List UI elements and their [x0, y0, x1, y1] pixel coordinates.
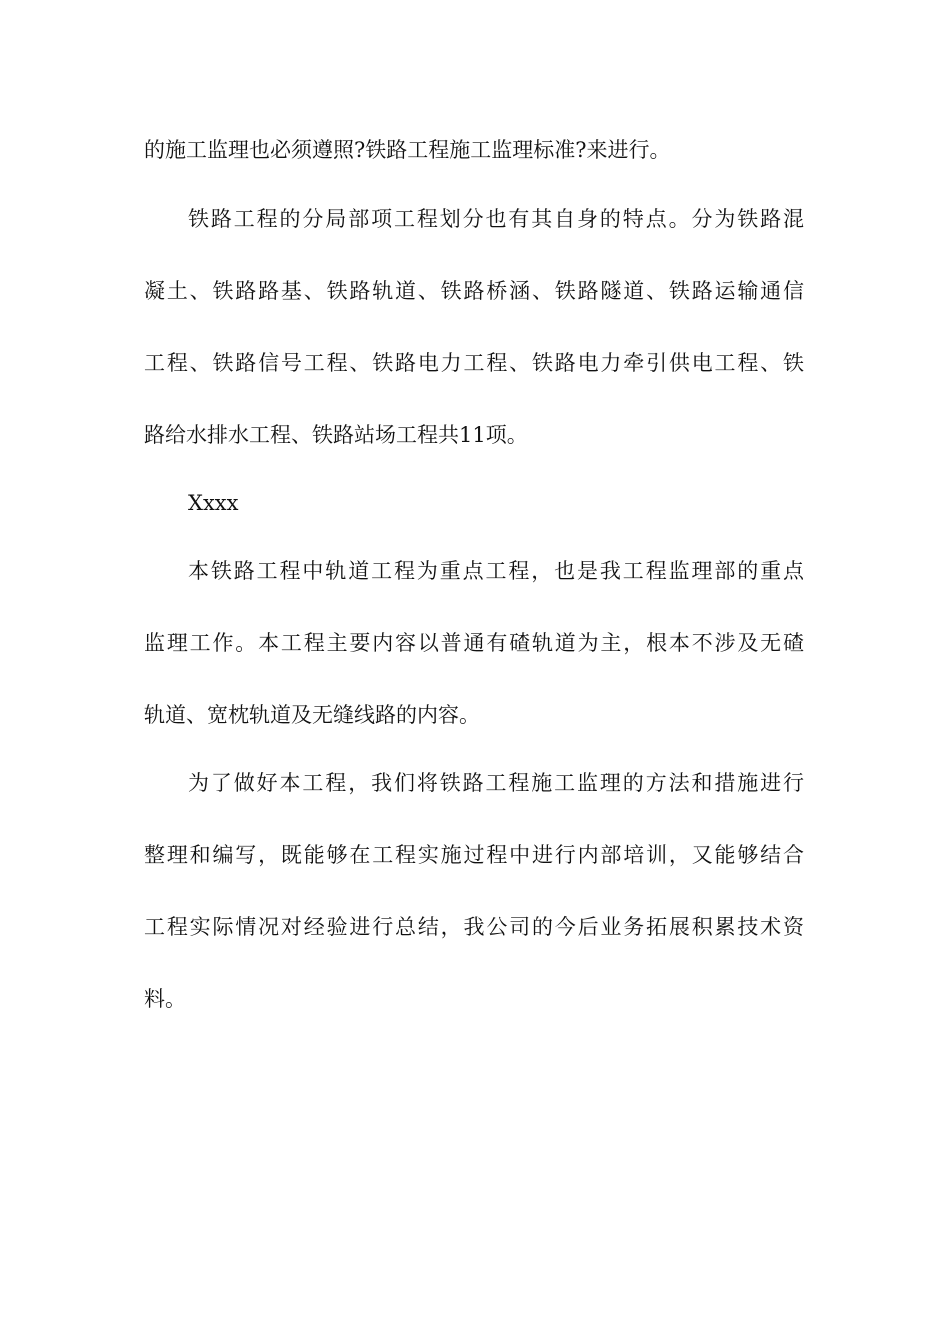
paragraph-line: 监理工作。本工程主要内容以普通有碴轨道为主，根本不涉及无碴 — [144, 631, 804, 655]
paragraph-line: 铁路工程的分局部项工程划分也有其自身的特点。分为铁路混 — [188, 207, 804, 231]
paragraph-line: 为了做好本工程，我们将铁路工程施工监理的方法和措施进行 — [188, 771, 804, 795]
paragraph-line: 本铁路工程中轨道工程为重点工程，也是我工程监理部的重点 — [188, 559, 804, 583]
section-heading: Xxxx — [188, 491, 239, 515]
paragraph-line: 凝土、铁路路基、铁路轨道、铁路桥涵、铁路隧道、铁路运输通信 — [144, 279, 804, 303]
paragraph-line: 轨道、宽枕轨道及无缝线路的内容。 — [144, 703, 480, 727]
text-line: 的施工监理也必须遵照?铁路工程施工监理标准?来进行。 — [144, 138, 671, 162]
paragraph-line: 整理和编写，既能够在工程实施过程中进行内部培训，又能够结合 — [144, 843, 804, 867]
paragraph-line: 料。 — [144, 987, 186, 1011]
paragraph-line: 工程、铁路信号工程、铁路电力工程、铁路电力牵引供电工程、铁 — [144, 351, 804, 375]
paragraph-line: 路给水排水工程、铁路站场工程共11项。 — [144, 423, 528, 447]
paragraph-line: 工程实际情况对经验进行总结，我公司的今后业务拓展积累技术资 — [144, 915, 804, 939]
